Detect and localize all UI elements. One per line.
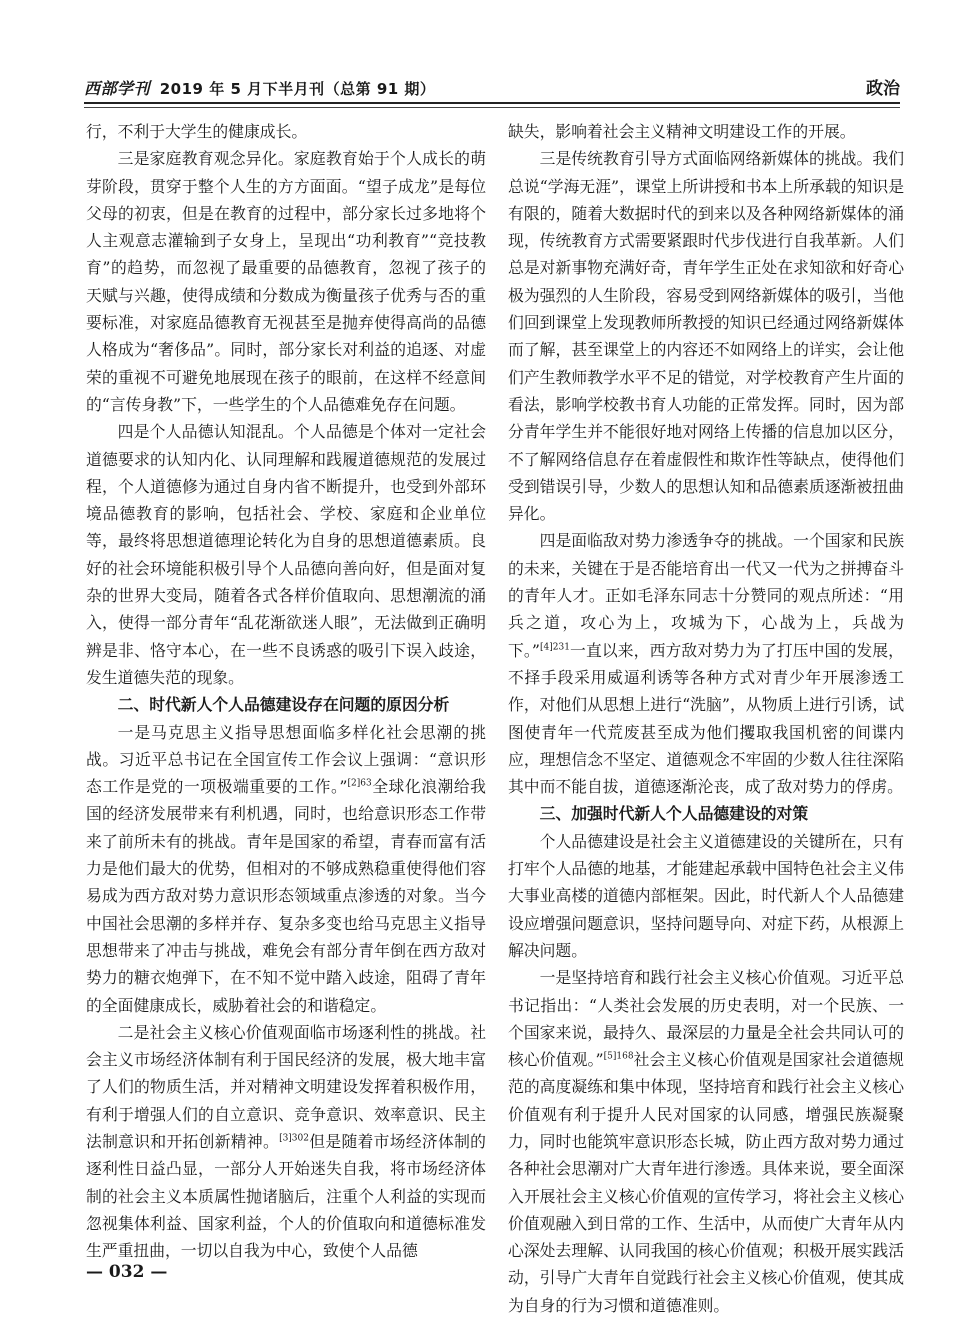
heading-text: 二、时代新人个人品德建设存在问题的原因分析 — [117, 695, 450, 715]
paragraph — [86, 145, 486, 418]
paragraph-text: 三是家庭教育观念异化。家庭教育始于个人成长的萌芽阶段，贯穿于整个人生的方方面面。“望子成龙”是每位父母的初衷，但是在教育的过程中，部分家长过多地将个人主观意志灌输到子女身上，呈现出“功利教育”“竞技教育”的趋势，而忽视了最重要的品德教育，忽视了孩子的天赋与兴趣，使得成绩和分数成为衡量孩子优秀与否的重要标准，对家庭品德教育无视甚至是抛弃使得高尚的品德人格成为“奢侈品”。同时，部分家长对利益的追逐、对虚荣的重视不可避免地展现在孩子的眼前，在这样不经意间的“言传身教”下，一些学生的个人品德难免存在问题。 — [86, 149, 486, 414]
page-number: — 032 — — [86, 1262, 168, 1282]
paragraph — [508, 527, 904, 800]
paragraph — [86, 1019, 486, 1265]
paragraph-text: 四是个人品德认知混乱。个人品德是个体对一定社会道德要求的认知内化、认同理解和践履道德规范的发展过程，个人道德修为通过自身内省不断提升，也受到外部环境品德教育的影响，包括社会、学校、家庭和企业单位等，最终将思想道德理论转化为自身的思想道德素质。良好的社会环境能积极引导个人品德向善向好，但是面对复杂的世界大变局，随着各式各样价值取向、思想潮流的涌入，使得一部分青年“乱花渐欲迷人眼”，无法做到正确明辨是非、恪守本心，在一些不良诱惑的吸引下误入歧途，发生道德失范的现象。 — [86, 422, 486, 687]
paragraph-text: 三是传统教育引导方式面临网络新媒体的挑战。我们总说“学海无涯”，课堂上所讲授和书本上所承载的知识是有限的，随着大数据时代的到来以及各种网络新媒体的涌现，传统教育方式需要紧跟时代步伐进行自我革新。人们总是对新事物充满好奇，青年学生正处在求知欲和好奇心极为强烈的人生阶段，容易受到网络新媒体的吸引，当他们回到课堂上发现教师所教授的知识已经通过网络新媒体而了解，甚至课堂上的内容还不如网络上的详实，会让他们产生教师教学水平不足的错觉，对学校教育产生片面的看法，影响学校教书育人功能的正常发挥。同时，因为部分青年学生并不能很好地对网络上传播的信息加以区分，不了解网络信息存在着虚假性和欺诈性等缺点，使得他们受到错误引导，少数人的思想认知和品德素质逐渐被扭曲异化。 — [508, 149, 904, 524]
paragraph-text-continued: 但是随着市场经济体制的逐利性日益凸显，一部分人开始迷失自我，将市场经济体制的社会主义本质属性抛诸脑后，注重个人利益的实现而忽视集体利益、国家利益，个人的价值取向和道德标准发生严重扭曲，一切以自我为中心，致使个人品德 — [86, 1131, 486, 1261]
running-header — [84, 74, 900, 100]
section-label: 政治 — [866, 79, 900, 99]
paragraph — [86, 418, 486, 691]
section-heading — [508, 800, 904, 827]
header-rule — [84, 102, 900, 104]
paragraph-text-continued: 一直以来，西方敌对势力为了打压中国的发展，不择手段采用威逼利诱等各种方式对青少年开展渗透工作，对他们从思想上进行“洗脑”，从物质上进行引诱，试图使青年一代荒废甚至成为他们攫取我国机密的间谍内应，理想信念不坚定、道德观念不牢固的少数人往往深陷其中而不能自拔，道德逐渐沦丧，成了敌对势力的俘虏。 — [508, 640, 904, 797]
paragraph — [508, 145, 904, 527]
paragraph — [86, 118, 486, 145]
right-column — [508, 118, 904, 1319]
citation-ref: [2]63 — [347, 778, 372, 789]
paragraph-text: 二是社会主义核心价值观面临市场逐利性的挑战。社会主义市场经济体制有利于国民经济的发展，极大地丰富了人们的物质生活，并对精神文明建设发挥着积极作用，有利于增强人们的自立意识、竞争意识、效率意识、民主法制意识和开拓创新精神。 — [86, 1022, 486, 1151]
paragraph-text: 个人品德建设是社会主义道德建设的关键所在，只有打牢个人品德的地基，才能建起承载中国特色社会主义伟大事业高楼的道德内部框架。因此，时代新人个人品德建设应增强问题意识，坚持问题导向、对症下药，从根源上解决问题。 — [508, 831, 904, 960]
issue-info: 2019 年 5 月下半月刊（总第 91 期） — [159, 80, 436, 98]
paragraph — [508, 118, 904, 145]
paragraph-text-continued: 全球化浪潮给我国的经济发展带来有利机遇，同时，也给意识形态工作带来了前所未有的挑战。青年是国家的希望，青春而富有活力是他们最大的优势，但相对的不够成熟稳重使得他们容易成为西方敌对势力意识形态领域重点渗透的对象。当今中国社会思潮的多样并存、复杂多变也给马克思主义指导思想带来了冲击与挑战，难免会有部分青年倒在西方敌对势力的糖衣炮弹下，在不知不觉中踏入歧途，阻碍了青年的全面健康成长，威胁着社会的和谐稳定。 — [86, 777, 486, 1015]
header-left — [84, 76, 435, 99]
left-column — [86, 118, 486, 1264]
paragraph-text-continued: 社会主义核心价值观是国家社会道德规范的高度凝练和集中体现，坚持培育和践行社会主义核心价值观有利于提升人民对国家的认同感，增强民族凝聚力，同时也能筑牢意识形态长城，防止西方敌对势力通过各种社会思潮对广大青年进行渗透。具体来说，要全面深入开展社会主义核心价值观的宣传学习，将社会主义核心价值观融入到日常的工作、生活中，从而使广大青年从内心深处去理解、认同我国的核心价值观；积极开展实践活动，引导广大青年自觉践行社会主义核心价值观，使其成为自身的行为习惯和道德准则。 — [508, 1050, 904, 1315]
citation-ref: [4]231 — [540, 642, 570, 653]
paragraph-text: 一是马克思主义指导思想面临多样化社会思潮的挑战。习近平总书记在全国宣传工作会议上强调：“意识形态工作是党的一项极端重要的工作。” — [86, 722, 486, 797]
paragraph — [86, 719, 486, 1019]
paragraph — [508, 828, 904, 964]
journal-name: 西部学刊 — [84, 79, 151, 98]
header-rule-thin — [84, 107, 900, 108]
citation-ref: [3]302 — [279, 1133, 309, 1144]
section-heading — [86, 691, 486, 718]
paragraph-text: 行，不利于大学生的健康成长。 — [86, 122, 308, 141]
paragraph-text: 四是面临敌对势力渗透争夺的挑战。一个国家和民族的未来，关键在于是否能培育出一代又一代为之拼搏奋斗的青年人才。正如毛泽东同志十分赞同的观点所述：“用兵之道，攻心为上，攻城为下，心战为上，兵战为下。” — [508, 531, 904, 660]
paragraph-text: 一是坚持培育和践行社会主义核心价值观。习近平总书记指出：“人类社会发展的历史表明，对一个民族、一个国家来说，最持久、最深层的力量是全社会共同认可的核心价值观。” — [508, 968, 904, 1070]
citation-ref: [5]168 — [603, 1051, 634, 1062]
paragraph-text: 缺失，影响着社会主义精神文明建设工作的开展。 — [508, 122, 856, 141]
paragraph — [508, 964, 904, 1319]
heading-text: 三、加强时代新人个人品德建设的对策 — [539, 804, 809, 824]
